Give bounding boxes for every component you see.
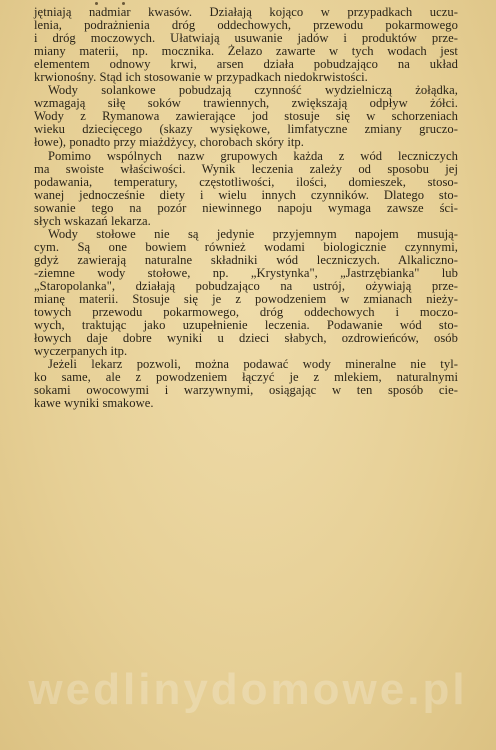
text-line: Wody stołowe nie są jedynie przyjemnym napojem musują-: [48, 226, 458, 241]
text-line: sowanie tego na pozór niewinnego napoju wymaga zawsze ści-: [34, 200, 458, 215]
text-line: elementem odnowy krwi, arsen działa pobudzająco na układ: [34, 57, 458, 72]
text-line: Pomimo wspólnych nazw grupowych każda z wód leczniczych: [48, 148, 458, 163]
text-line: „Staropolanka", działają pobudzająco na ustrój, ożywiają prze-: [34, 278, 458, 293]
text-line: podawania, temperatury, częstotliwości, ilości, domieszek, stoso-: [34, 174, 458, 189]
text-line: łowych daje dobre wyniki u dzieci słabych, ozdrowieńców, osób: [34, 331, 458, 346]
print-speck: [122, 2, 125, 5]
text-line: ma swoiste właściwości. Wynik leczenia zależy od sposobu jej: [34, 161, 458, 176]
text-line: i dróg moczowych. Ułatwiają usuwanie jadów i produktów prze-: [34, 31, 458, 46]
text-line: wyczerpanych itp.: [34, 344, 128, 359]
text-line: wzmagają siłę soków trawiennych, zwiększają odpływ żółci.: [34, 96, 458, 111]
print-speck: [95, 2, 98, 5]
text-line: lenia, podrażnienia dróg oddechowych, przewodu pokarmowego: [34, 18, 458, 33]
text-line: gdyż zawierają naturalne składniki wód leczniczych. Alkaliczno-: [34, 252, 458, 267]
text-line: jętniają nadmiar kwasów. Działają kojąco w przypadkach uczu-: [34, 5, 458, 19]
text-line: łowe), ponadto przy miażdżycy, chorobach skóry itp.: [34, 135, 304, 150]
text-line: -ziemne wody stołowe, np. „Krystynka", „Jastrzębianka" lub: [34, 265, 458, 280]
text-line: wanej jednocześnie diety i wielu innych czynników. Dlatego sto-: [34, 187, 458, 202]
text-line: miany materii, np. mocznika. Żelazo zawarte w tych wodach jest: [34, 44, 458, 59]
text-line: Jeżeli lekarz pozwoli, można podawać wody mineralne nie tyl-: [48, 357, 458, 372]
body-text: [34, 6, 458, 410]
text-line: mianę materii. Stosuje się je z powodzeniem w zmianach nieży-: [34, 292, 458, 307]
text-line: Wody solankowe pobudzają czynność wydzielniczą żołądka,: [48, 83, 458, 98]
watermark: wedlinydomowe.pl: [28, 665, 468, 714]
text-line: cym. Są one bowiem również wodami biologicznie czynnymi,: [34, 239, 458, 254]
text-line: wych, traktując jako uzupełnienie leczenia. Podawanie wód sto-: [34, 318, 458, 333]
text-line: Wody z Rymanowa zawierające jod stosuje się w schorzeniach: [34, 109, 458, 124]
text-line: sokami owocowymi i warzywnymi, osiągając w ten sposób cie-: [34, 383, 458, 398]
text-line: towych przewodu pokarmowego, dróg oddechowych i moczo-: [34, 305, 458, 320]
text-line: ko same, ale z powodzeniem łączyć je z mlekiem, naturalnymi: [34, 370, 458, 385]
text-line: krwionośny. Stąd ich stosowanie w przypadkach niedokrwistości.: [34, 70, 368, 85]
text-line: kawe wyniki smakowe.: [34, 396, 154, 411]
text-line: wieku dziecięcego (skazy wysiękowe, limfatyczne zmiany gruczo-: [34, 122, 458, 137]
text-line: słych wskazań lekarza.: [34, 213, 151, 228]
